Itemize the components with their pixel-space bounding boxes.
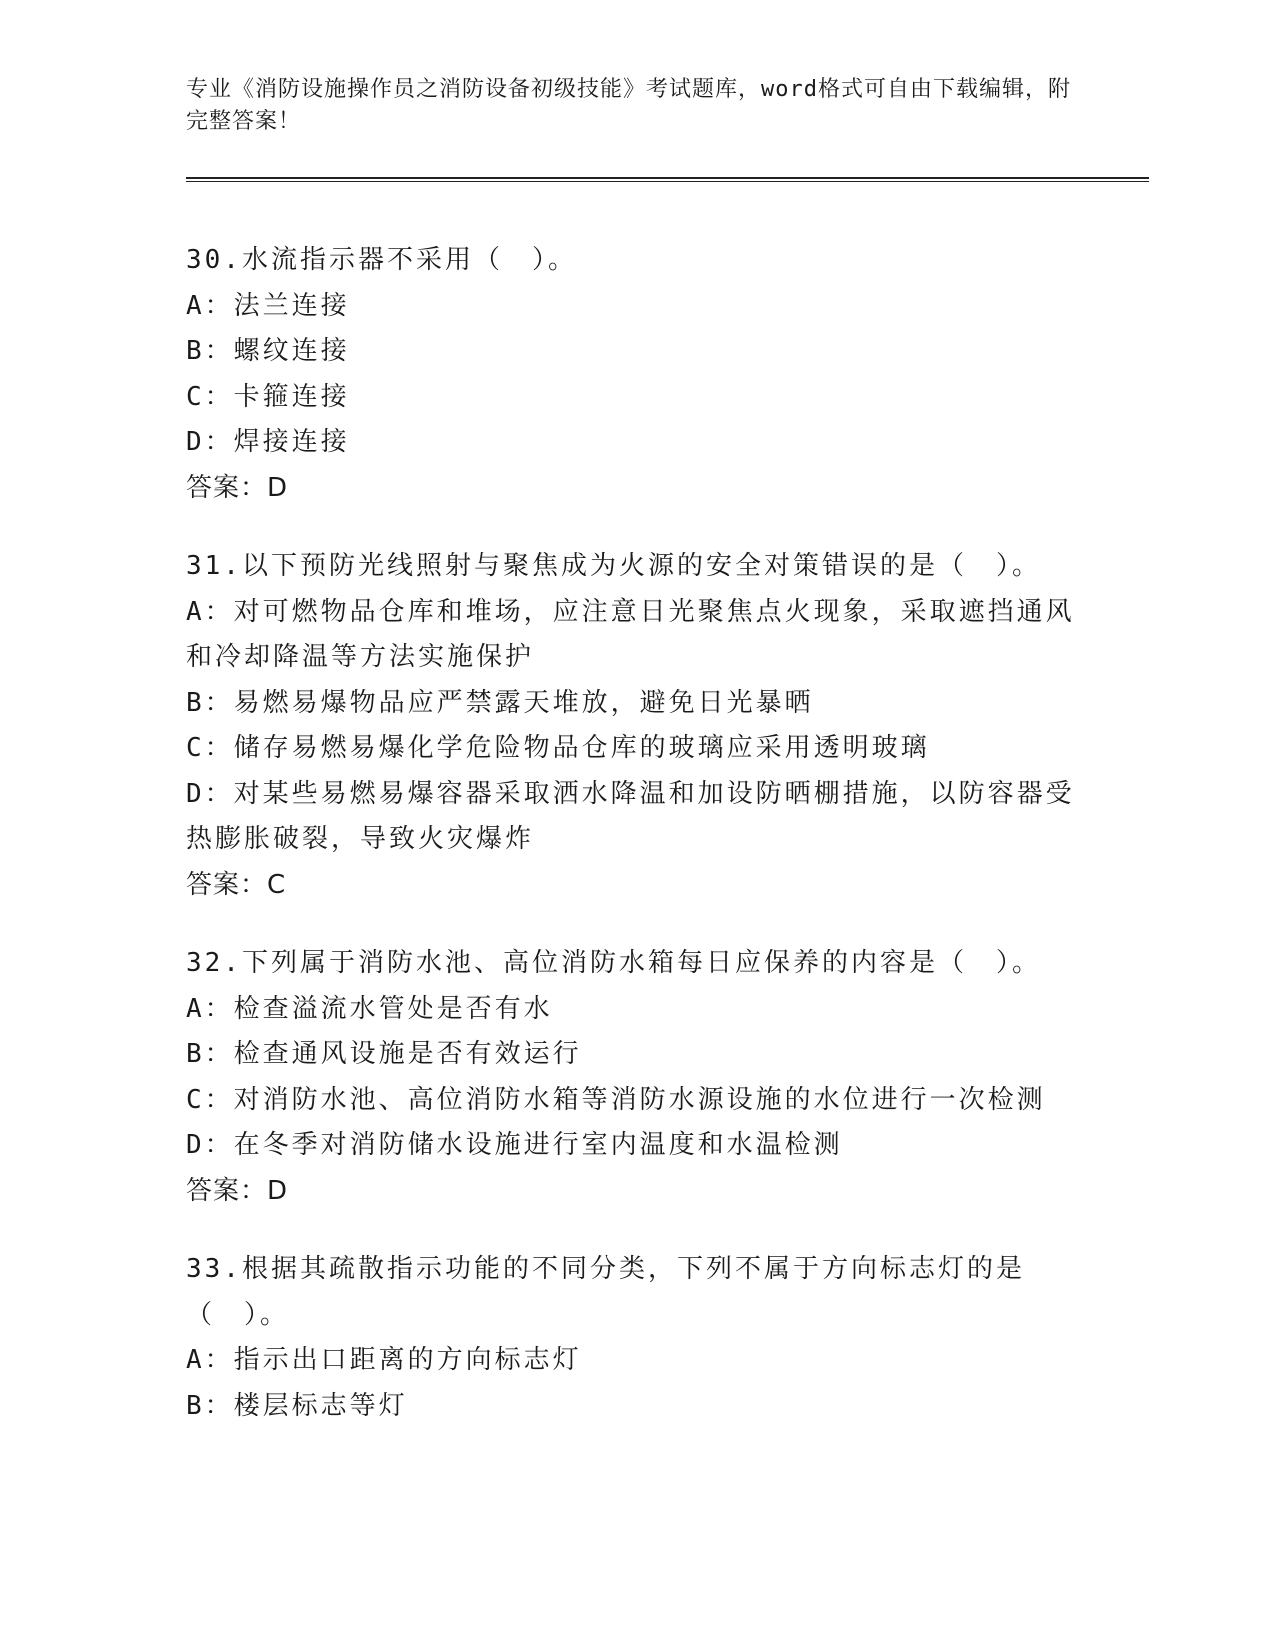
option-key: C： — [186, 733, 234, 763]
option-key: B： — [186, 1039, 234, 1069]
option-a — [186, 987, 1096, 1033]
option-text: 检查溢流水管处是否有水 — [233, 993, 553, 1024]
option-text: 卡箍连接 — [233, 381, 350, 412]
answer-value: C — [267, 869, 287, 900]
option-key: A： — [186, 993, 234, 1024]
page-header — [186, 74, 1076, 138]
answer-value: D — [267, 1175, 289, 1206]
option-a — [186, 284, 1096, 330]
question-30 — [186, 238, 1096, 511]
question-stem: 31.以下预防光线照射与聚焦成为火源的安全对策错误的是（ ）。 — [186, 551, 1041, 581]
option-text: 对可燃物品仓库和堆场，应注意日光聚焦点火现象，采取遮挡通风和冷却降温等方法实施保护 — [186, 596, 1075, 672]
option-b — [186, 1384, 1096, 1430]
option-text: 法兰连接 — [233, 290, 350, 321]
option-key: D： — [186, 1130, 234, 1160]
option-key: D： — [186, 778, 234, 809]
question-stem: 32.下列属于消防水池、高位消防水箱每日应保养的内容是（ ）。 — [186, 948, 1041, 978]
option-b — [186, 681, 1096, 727]
option-text: 螺纹连接 — [233, 336, 350, 366]
option-c — [186, 375, 1096, 421]
option-text: 易燃易爆物品应严禁露天堆放，避免日光暴晒 — [233, 687, 814, 718]
question-31 — [186, 544, 1096, 908]
answer-label: 答案： — [186, 472, 268, 503]
option-c — [186, 1078, 1096, 1124]
option-b — [186, 1032, 1096, 1078]
option-c — [186, 726, 1096, 772]
option-text: 指示出口距离的方向标志灯 — [233, 1345, 582, 1375]
option-key: B： — [186, 336, 234, 366]
option-key: C： — [186, 1084, 234, 1115]
option-d — [186, 772, 1096, 863]
option-text: 储存易燃易爆化学危险物品仓库的玻璃应采用透明玻璃 — [233, 733, 930, 763]
option-text: 对消防水池、高位消防水箱等消防水源设施的水位进行一次检测 — [233, 1084, 1046, 1115]
option-key: A： — [186, 290, 234, 321]
option-key: B： — [186, 1390, 234, 1421]
header-text: 专业《消防设施操作员之消防设备初级技能》考试题库，word格式可自由下载编辑，附完整答案！ — [186, 77, 1071, 134]
option-b — [186, 329, 1096, 375]
answer-line — [186, 466, 1096, 512]
option-d — [186, 420, 1096, 466]
option-key: A： — [186, 1345, 234, 1375]
question-list — [186, 238, 1096, 1462]
question-33 — [186, 1247, 1096, 1429]
option-key: B： — [186, 687, 234, 718]
option-text: 焊接连接 — [233, 427, 350, 457]
answer-line — [186, 1169, 1096, 1215]
option-d — [186, 1123, 1096, 1169]
answer-value: D — [267, 472, 289, 503]
option-key: D： — [186, 427, 234, 457]
answer-label: 答案： — [186, 1175, 268, 1206]
answer-label: 答案： — [186, 869, 268, 900]
option-a — [186, 590, 1096, 681]
option-text: 在冬季对消防储水设施进行室内温度和水温检测 — [233, 1130, 843, 1160]
option-text: 对某些易燃易爆容器采取洒水降温和加设防晒棚措施，以防容器受热膨胀破裂，导致火灾爆炸 — [186, 778, 1075, 854]
header-divider — [186, 177, 1149, 182]
option-a — [186, 1338, 1096, 1384]
question-32 — [186, 941, 1096, 1214]
answer-line — [186, 863, 1096, 909]
option-key: A： — [186, 596, 234, 627]
question-stem: 33.根据其疏散指示功能的不同分类，下列不属于方向标志灯的是（ ）。 — [186, 1254, 1025, 1330]
option-key: C： — [186, 381, 234, 412]
question-stem: 30.水流指示器不采用（ ）。 — [186, 245, 577, 275]
option-text: 楼层标志等灯 — [233, 1390, 408, 1421]
option-text: 检查通风设施是否有效运行 — [233, 1039, 582, 1069]
